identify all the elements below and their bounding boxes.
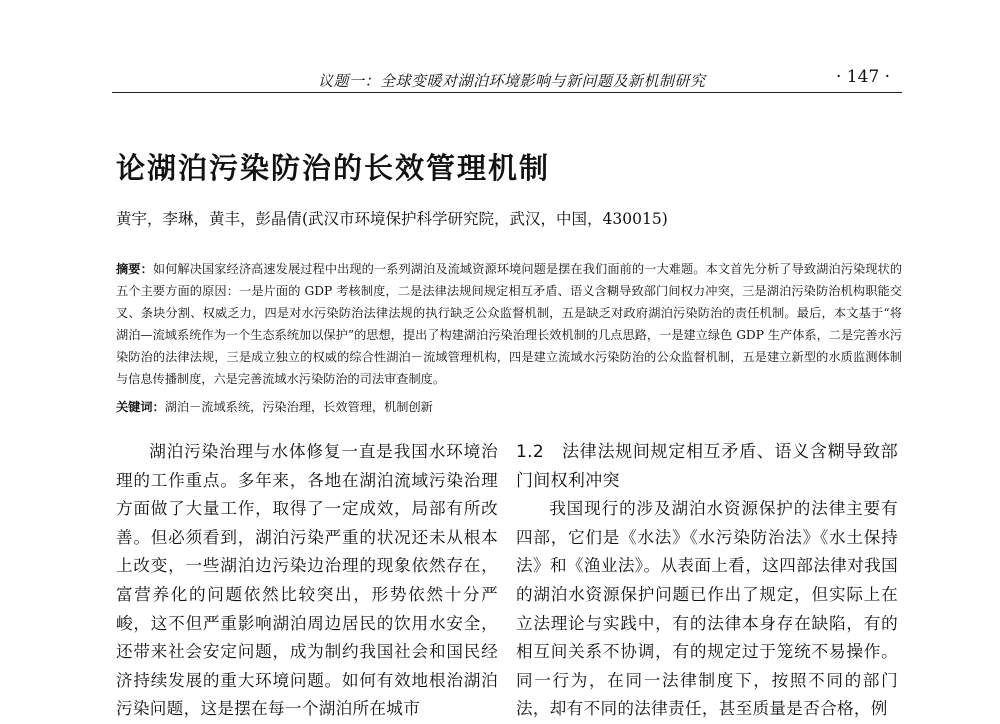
abstract [116,258,902,390]
abstract-label: 摘要： [116,262,153,276]
keywords-text: 湖泊－流域系统，污染治理，长效管理，机制创新 [164,400,433,414]
body-paragraph-intro: 湖泊污染治理与水体修复一直是我国水环境治理的工作重点。多年来，各地在湖泊流域污染治理方面做了大量工作，取得了一定成效，局部有所改善。但必须看到，湖泊污染严重的状况还未从根本上改变，一些湖泊边污染边治理的现象依然存在，富营养化的问题依然比较突出，形势依然十分严峻，这不但严重影响湖泊周边居民的饮用水安全，还带来社会安定问题，成为制约我国社会和国民经济持续发展的重大环境问题。如何有效地根治湖泊污染问题，这是摆在每一个湖泊所在城市 [116,442,498,719]
running-header [0,62,1000,92]
left-column [116,438,498,724]
section-heading-1-2: 1.2 法律法规间规定相互矛盾、语义含糊导致部门间权利冲突 [516,442,898,491]
keywords-label: 关键词： [116,400,165,414]
page-number: · 147 · [836,67,891,87]
body-paragraph-laws: 我国现行的涉及湖泊水资源保护的法律主要有四部，它们是《水法》《水污染防治法》《水土保持法》和《渔业法》。从表面上看，这四部法律对我国的湖泊水资源保护问题已作出了规定，但实际上在立法理论与实践中，有的法律本身存在缺陷，有的相互间关系不协调，有的规定过于笼统不易操作。同一行为，在同一法律制度下，按照不同的部门法，却有不同的法律责任，甚至质量是否合格，例 [516,499,898,719]
running-title: 议题一：全球变暖对湖泊环境影响与新问题及新机制研究 [318,72,706,90]
paper-title: 论湖泊污染防治的长效管理机制 [116,151,551,185]
abstract-text: 如何解决国家经济高速发展过程中出现的一系列湖泊及流域资源环境问题是摆在我们面前的一大难题。本文首先分析了导致湖泊污染现状的五个主要方面的原因：一是片面的 GDP 考核制度，二是法律法规间规定相互矛盾、语义含糊导致部门间权力冲突，三是湖泊污染防治机构职能交叉、条块分割、权威乏力，四是对水污染防治法律法规的执行缺乏公众监督机制，五是缺乏对政府湖泊污染防治的责任机制。最后，本文基于“将湖泊—流域系统作为一个生态系统加以保护”的思想，提出了构建湖泊污染治理长效机制的几点思路，一是建立绿色 GDP 生产体系，二是完善水污染防治的法律法规，三是成立独立的权威的综合性湖泊－流域管理机构，四是建立流域水污染防治的公众监督机制，五是建立新型的水质监测体制与信息传播制度，六是完善流域水污染防治的司法审查制度。 [116,262,903,386]
keywords [116,396,902,418]
authors-affiliation: 黄宇，李琳，黄丰，彭晶倩(武汉市环境保护科学研究院，武汉，中国，430015) [116,210,668,228]
header-rule [112,92,902,93]
right-column [516,438,898,724]
